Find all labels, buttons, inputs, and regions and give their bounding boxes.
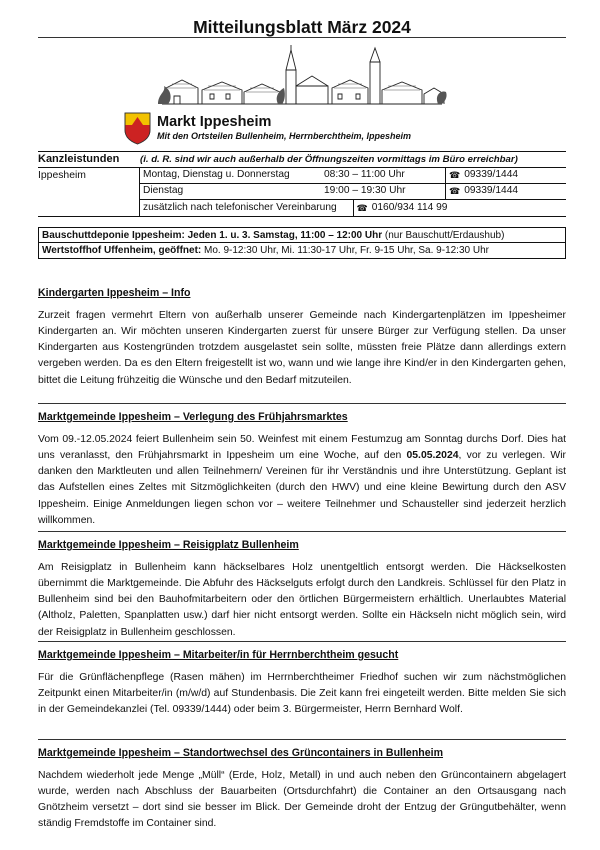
recycling-yard-label: Wertstoffhof Uffenheim, geöffnet:: [42, 245, 202, 256]
article-title: Marktgemeinde Ippesheim – Mitarbeiter/in für Herrnberchtheim gesucht: [38, 649, 399, 661]
article-text-part: , vor zu verlegen. Wir danken den Marktleuten und allen Teilnehmern/ Vereinen für ihr Verständnis und ihre Unterstützung. Geplant ist das Aufstellen eines Zeltes mit Sitzmöglichkeiten (durch den HWV) und eine kleine Bewirtung durch den ASV Ippesheim. Einige Anmeldungen liegen schon vor – weitere Teilnehmer und Schausteller sind jederzeit herzlich willkommen.: [38, 450, 566, 526]
section-divider: [38, 641, 566, 642]
article-job-offer: [38, 648, 566, 718]
telephone-icon: ☎: [449, 186, 461, 197]
article-title: Marktgemeinde Ippesheim – Verlegung des Frühjahrsmarktes: [38, 411, 348, 423]
waste-disposal-box: [38, 227, 566, 259]
article-title: Marktgemeinde Ippesheim – Standortwechsel des Grüncontainers in Bullenheim: [38, 747, 444, 759]
office-day: zusätzlich nach telefonischer Vereinbarung: [143, 201, 337, 213]
municipality-name: Markt Ippesheim: [157, 114, 272, 130]
article-kindergarten: [38, 286, 566, 389]
section-divider: [38, 403, 566, 404]
recycling-yard-line: [39, 243, 565, 258]
rubble-dump-note: (nur Bauschutt/Erdaushub): [382, 230, 505, 241]
office-time: 19:00 – 19:30 Uhr: [324, 185, 406, 197]
office-phone: [445, 184, 566, 199]
article-title: Marktgemeinde Ippesheim – Reisigplatz Bullenheim: [38, 539, 299, 551]
telephone-icon: ☎: [356, 202, 368, 213]
office-hours-table: [38, 151, 566, 217]
office-hours-header: [38, 152, 566, 168]
office-phone-number: 09339/1444: [464, 185, 519, 197]
coat-of-arms-icon: [124, 112, 151, 145]
municipality-text: [157, 112, 411, 143]
office-phone: [445, 168, 566, 183]
village-skyline-illustration: [152, 44, 452, 108]
article-spring-market: [38, 410, 566, 529]
section-divider: [38, 531, 566, 532]
office-day: Dienstag: [143, 185, 184, 197]
article-text: [38, 432, 566, 529]
recycling-yard-hours: Mo. 9-12:30 Uhr, Mi. 11:30-17 Uhr, Fr. 9-15 Uhr, Sa. 9-12:30 Uhr: [201, 245, 489, 256]
office-hours-row: [140, 168, 566, 184]
article-text: Für die Grünflächenpflege (Rasen mähen) im Herrnberchtheimer Friedhof suchen wir zum nächstmöglichen Zeitpunkt einen Mitarbeiter/in (m/w/d) auf Stundenbasis. Die Zeit kann frei eingeteilt werden. Bitte melden Sie sich in der Gemeindekanzlei (Tel. 09339/1444) oder beim 3. Bürgermeister, Herrn Bernhard Wolf.: [38, 671, 566, 716]
office-hours-rows: [140, 168, 566, 216]
office-phone: [353, 200, 567, 216]
office-time: 08:30 – 11:00 Uhr: [324, 169, 405, 181]
office-hours-row: [140, 184, 566, 200]
page-title: Mitteilungsblatt März 2024: [38, 0, 566, 38]
article-title: Kindergarten Ippesheim – Info: [38, 287, 191, 299]
rubble-dump-hours: Bauschuttdeponie Ippesheim: Jeden 1. u. 3. Samstag, 11:00 – 12:00 Uhr: [42, 230, 383, 241]
municipality-header: [38, 112, 566, 145]
municipality-subtitle: Mit den Ortsteilen Bullenheim, Herrnberchtheim, Ippesheim: [157, 131, 412, 142]
office-phone-number: 0160/934 114 99: [371, 201, 448, 213]
article-green-container: [38, 746, 566, 833]
article-text: Am Reisigplatz in Bullenheim kann häckselbares Holz unentgeltlich entsorgt werden. Die Häckselkosten übernimmt die Marktgemeinde. Die Abfuhr des Häckselguts erfolgt durch den Landkreis. Schlüssel für den Platz in Bullenheim sind bei den Bauhofmitarbeitern oder den örtlichen Bürgermeistern erhältlich. Unerlaubtes Material (Altholz, Paletten, Spanplatten usw.) darf hier nicht entsorgt werden. Sollte ein Häckseln nicht möglich sein, wird der Reisigplatz in Bullenheim geschlossen.: [38, 561, 566, 638]
office-day: Montag, Dienstag u. Donnerstag: [143, 169, 290, 181]
article-brushwood-site: [38, 538, 566, 641]
rubble-dump-line: [39, 228, 565, 243]
article-text: Zurzeit fragen vermehrt Eltern von außerhalb unserer Gemeinde nach Kindergartenplätzen im Ippesheimer Kindergarten an. Wir möchten unseren Kindergarten zuerst für unsere Bürger zur Verfügung stellen. Da unser Kindergarten aus Kostengründen trotzdem ausgelastet sein sollte, müssten freie Plätze dann allerdings extern vergeben werden. Da es den Eltern freigestellt ist wo, wann und wie lange ihre Kind/er in den Kindergarten gehen, bittet die Leitung frühzeitig die Wünsche und den Bedarf mitzuteilen.: [38, 309, 566, 386]
telephone-icon: ☎: [449, 170, 461, 181]
office-phone-number: 09339/1444: [464, 169, 519, 181]
office-hours-label: Kanzleistunden: [38, 152, 120, 165]
office-hours-body: [38, 168, 566, 217]
section-divider: [38, 739, 566, 740]
office-hours-note: (i. d. R. sind wir auch außerhalb der Öffnungszeiten vormittags im Büro erreichbar): [140, 153, 518, 165]
market-date: 05.05.2024: [406, 450, 459, 462]
office-hours-row: [140, 200, 566, 216]
article-text-part: Vom 09.-12.05.2024 feiert Bullenheim sein 50. Weinfest mit einem Festumzug am Sonntag durchs Dorf. Dies hat uns veranlasst, den Frühjahrsmarkt in Ippesheim um eine Woche, auf den: [38, 433, 566, 462]
office-location: Ippesheim: [38, 168, 140, 216]
article-text: Nachdem wiederholt jede Menge „Müll“ (Erde, Holz, Metall) in und auch neben den Grüncontainern abgelagert wurde, werden nach Abschluss der Bauarbeiten (Ortsdurchfahrt) die Container an den Ortsausgang nach Gnötzheim versetzt – dort sind sie besser im Blick. Der Gemeinde droht der Entzug der Grüngutbehälter, wenn ständig Fremdstoffe im Container sind.: [38, 769, 566, 830]
